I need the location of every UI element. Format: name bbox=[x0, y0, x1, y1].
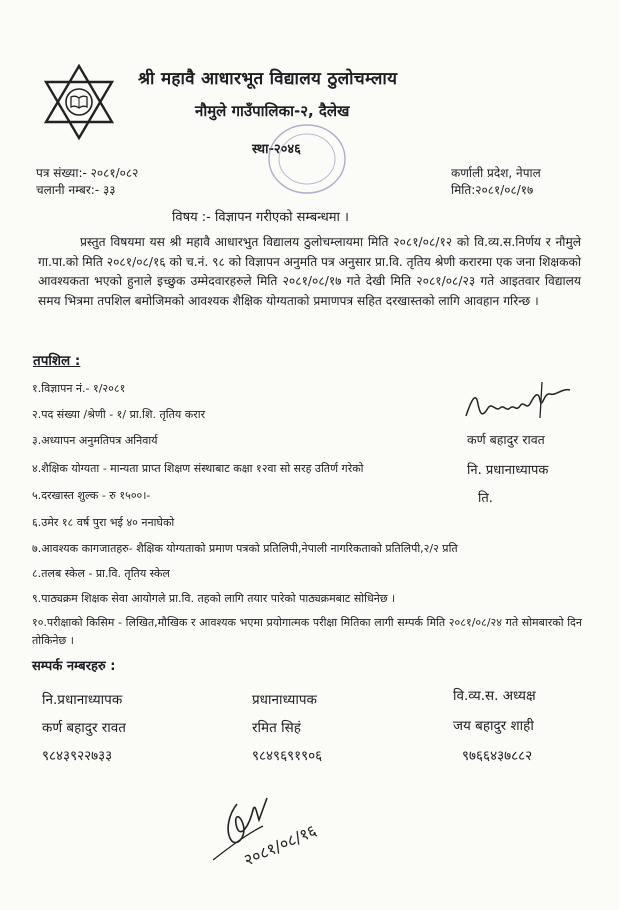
contact-name: कर्ण बहादुर रावत bbox=[42, 720, 126, 736]
detail-item: २.पद संख्या /श्रेणी - १/ प्रा.शि. तृतिय करार bbox=[32, 408, 206, 421]
province-name: कर्णाली प्रदेश, नेपाल bbox=[451, 166, 541, 180]
detail-item: ९.पाठ्यक्रम शिक्षक सेवा आयोगले प्रा.वि. तहको लागि तयार पारेको पाठ्यक्रमबाट सोधिनेछ । bbox=[32, 592, 396, 605]
signatory-mark: ति. bbox=[478, 491, 493, 506]
school-address: नौमुले गाउँपालिका-२, दैलेख bbox=[195, 102, 350, 120]
detail-item: ७.आवश्यक कागजातहरु- शैक्षिक योग्यताको प्रमाण पत्रको प्रतिलिपी,नेपाली नागरिकताको प्रतिलिपी,२/२ प्रति bbox=[32, 542, 458, 555]
contact-role: वि.व्य.स. अध्यक्ष bbox=[453, 688, 536, 704]
signatory-name: कर्ण बहादुर रावत bbox=[467, 432, 545, 447]
detail-item: ३.अध्यापन अनुमतिपत्र अनिवार्य bbox=[32, 434, 158, 447]
contacts-heading: सम्पर्क नम्बरहरु : bbox=[32, 659, 116, 674]
detail-item: ८.तलब स्केल - प्रा.वि. तृतिय स्केल bbox=[32, 567, 170, 580]
reference-number: पत्र संख्या:- २०८१/०८२ bbox=[36, 166, 139, 180]
contact-phone: ९७६६४३७८८२ bbox=[462, 748, 533, 764]
dispatch-number: चलानी नम्बर:- ३३ bbox=[36, 183, 116, 197]
school-seal-stamp bbox=[266, 122, 348, 196]
contact-name: रमित सिहं bbox=[252, 720, 301, 736]
school-name: श्री महावै आधारभूत विद्यालय ठुलोचम्लाय bbox=[138, 69, 398, 89]
detail-item: ५.दरखास्त शुल्क - रु १५००।- bbox=[32, 489, 151, 502]
handwritten-date: २०८१/०८/१६ bbox=[240, 820, 320, 870]
detail-item: ६.उमेर १८ वर्ष पुरा भई ४० ननाघेको bbox=[32, 516, 175, 529]
letter-date: मिति:२०८१/०८/१७ bbox=[451, 183, 534, 197]
signatory-title: नि. प्रधानाध्यापक bbox=[467, 463, 549, 478]
contact-name: जय बहादुर शाही bbox=[453, 718, 534, 734]
established-year: स्था-२०४६ bbox=[252, 142, 301, 157]
details-heading: तपशिल : bbox=[33, 353, 81, 369]
contact-role: नि.प्रधानाध्यापक bbox=[42, 692, 123, 708]
school-emblem-logo bbox=[40, 64, 118, 140]
contact-phone: ९८४३९२२७३३ bbox=[42, 748, 113, 764]
notice-body-paragraph: प्रस्तुत विषयमा यस श्री महावै आधारभुत विद्यालय ठुलोचम्लायमा मिति २०८१/०८/१२ को वि.व्य.स.निर्णय र नौमुले गा.पा.को मिति २०८१/०८/१६ को च.नं. ९८ को विज्ञापन अनुमति पत्र अनुसार प्रा.वि. तृतिय श्रेणी करारमा एक जना शिक्षकको आवश्यकता भएको हुनाले इच्छुक उम्मेदवारहरुले मिति २०८१/०८/१७ गते देखी मिति २०८१/०८/२३ गते आइतवार विद्यालय समय भित्रमा तपशिल बमोजिमको आवश्यक शैक्षिक योग्यताको प्रमाणपत्र सहित दरखास्तको लागि आवहान गरिन्छ । bbox=[38, 235, 581, 308]
detail-item: १०.परीक्षाको किसिम - लिखित,मौखिक र आवश्यक भएमा प्रयोगात्मक परीक्षा मितिका लागी सम्पर्क मिति २०८१/०८/२४ गते सोमबारको दिन तोकिनेछ । bbox=[32, 616, 582, 647]
detail-item: ४.शैक्षिक योग्यता - मान्यता प्राप्त शिक्षण संस्थाबाट कक्षा १२वा सो सरह उतिर्ण गरेको bbox=[32, 462, 364, 475]
contact-phone: ९८४९६९१९०६ bbox=[252, 748, 323, 764]
detail-item: १.विज्ञापन नं.- १/२०८१ bbox=[32, 382, 126, 395]
letter-subject: विषय :- विज्ञापन गरीएको सम्बन्धमा । bbox=[172, 210, 349, 225]
headmaster-signature bbox=[458, 378, 578, 430]
handwritten-initials-signature bbox=[207, 780, 347, 878]
contact-role: प्रधानाध्यापक bbox=[252, 692, 317, 708]
